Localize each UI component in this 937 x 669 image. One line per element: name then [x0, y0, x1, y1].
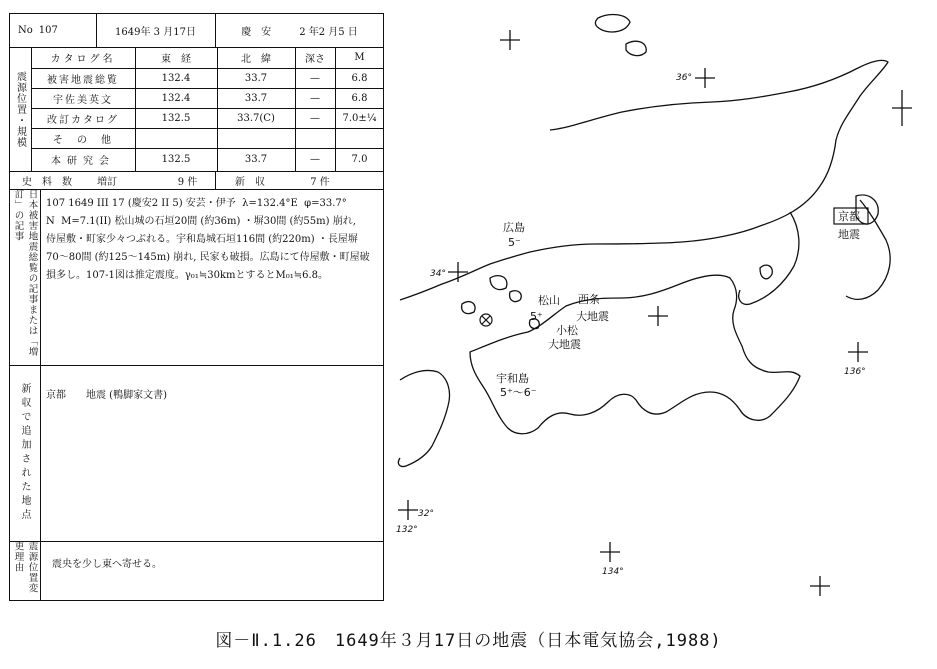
label-lon-134: 134°	[602, 567, 624, 577]
label-kyoto: 京都	[838, 210, 860, 223]
new-locations-text: 京都 地震 (鴨脚家文書)	[46, 390, 167, 401]
era-date: 2 年2 月5 日	[299, 26, 358, 38]
catalog-row-lon	[135, 128, 217, 148]
label-lon-136: 136°	[844, 367, 866, 377]
catalog-row-m	[335, 128, 384, 148]
catalog-row-lat	[217, 128, 295, 148]
catalog-row-lon: 132.4	[161, 92, 191, 104]
era-name: 慶 安	[241, 26, 272, 38]
source-shinshu-value: 7 件	[310, 176, 330, 188]
catalog-row-depth: —	[310, 112, 320, 124]
catalog-row-name: 宇佐美英文	[53, 94, 113, 106]
label-lon-132: 132°	[396, 525, 418, 535]
label-saijo: 西条	[578, 293, 600, 306]
catalog-row-lon: 132.5	[161, 154, 191, 165]
catalog-row-lat: 33.7	[244, 72, 268, 84]
epicenter-side-label: 震源位置・規模	[14, 70, 26, 148]
catalog-row-depth	[295, 128, 335, 148]
change-reason-text: 震央を少し東へ寄せる。	[52, 559, 162, 570]
record-number-value: 107	[38, 24, 58, 36]
catalog-row-depth: —	[310, 72, 320, 84]
label-uwajima-intensity: 5⁺～6⁻	[500, 386, 537, 399]
source-shinshu-label: 新 収	[235, 176, 265, 188]
label-lat-36: 36°	[676, 73, 692, 83]
catalog-row-lon: 132.4	[161, 72, 191, 84]
catalog-row-lat: 33.7	[244, 154, 268, 165]
kinki-coast	[739, 212, 799, 304]
record-number	[12, 13, 96, 47]
label-uwajima: 宇和島	[496, 372, 529, 385]
new-side-label: 新収で追加された地点	[19, 383, 30, 523]
record-description: 107 1649 III 17 (慶安2 II 5) 安芸・伊予 λ=132.4°E φ=33.7° N M=7.1(II) 松山城の石垣20間 (約36m) ・塀30間 (約55m) 崩れ, 侍屋敷・町家少々つぶれる。宇和島城石垣116間 (約220m) ・長屋塀 70～80間 (約125～145m) 崩れ, 民家も破損。広島にて侍屋敷・町屋破 損多し。107-1図は推定震度。γ₀₁≒30kmとするとM₀₁≒6.8。	[46, 198, 370, 281]
header-latitude: 北 緯	[241, 54, 271, 65]
header-magnitude: M	[354, 52, 365, 63]
catalog-row-lat: 33.7	[244, 92, 268, 104]
gregorian-date: 1649年 3 月17日	[115, 26, 196, 38]
catalog-row-name: 改訂カタログ	[47, 114, 119, 126]
catalog-row-depth: —	[310, 92, 320, 104]
label-matsuyama-intensity: 5⁺	[530, 310, 543, 323]
label-saijo-damage: 大地震	[576, 310, 609, 323]
honshu-coast	[400, 60, 888, 300]
catalog-row-m: 6.8	[351, 72, 368, 84]
catalog-row-m: 6.8	[351, 92, 368, 104]
label-lat-32: 32°	[418, 509, 434, 519]
figure-caption: 図－Ⅱ.1.26 1649年３月17日の地震（日本電気協会,1988)	[215, 631, 722, 651]
label-hiroshima: 広島	[503, 221, 525, 234]
label-komatsu: 小松	[556, 324, 578, 337]
catalog-row-name: 本研究会	[51, 156, 115, 167]
source-zoutei-label: 増訂	[97, 176, 117, 188]
label-lat-34: 34°	[430, 269, 446, 279]
source-count-label: 史 料 数	[22, 176, 72, 188]
intensity-map	[390, 0, 937, 620]
shikoku-coast	[470, 275, 800, 434]
catalog-row-lat: 33.7(C)	[237, 112, 275, 124]
japanese-era	[215, 13, 384, 47]
label-komatsu-damage: 大地震	[548, 338, 581, 351]
kyushu-coast	[398, 370, 449, 466]
epicenter-marker	[480, 314, 492, 326]
records-side-label: 日本被害地震総覧の記事または「増訂」の記事	[12, 189, 38, 357]
catalog-row-m: 7.0	[351, 154, 368, 165]
label-kyoto-damage: 地震	[838, 228, 860, 241]
catalog-row-name: 被害地震総覧	[47, 74, 119, 86]
header-catalog-name: カタログ名	[50, 54, 116, 65]
catalog-row-depth: —	[310, 154, 320, 165]
label-matsuyama: 松山	[538, 294, 560, 307]
catalog-row-m: 7.0±¼	[342, 112, 377, 124]
header-longitude: 東 経	[161, 54, 191, 65]
record-number-label: No	[18, 24, 33, 36]
change-side-label: 震源位置変更理由	[12, 541, 38, 594]
header-depth: 深さ	[305, 54, 325, 65]
catalog-row-lon: 132.5	[161, 112, 191, 124]
catalog-row-name: そ の 他	[53, 134, 113, 146]
label-hiroshima-intensity: 5⁻	[508, 236, 521, 249]
source-zoutei-value: 9 件	[177, 176, 198, 188]
